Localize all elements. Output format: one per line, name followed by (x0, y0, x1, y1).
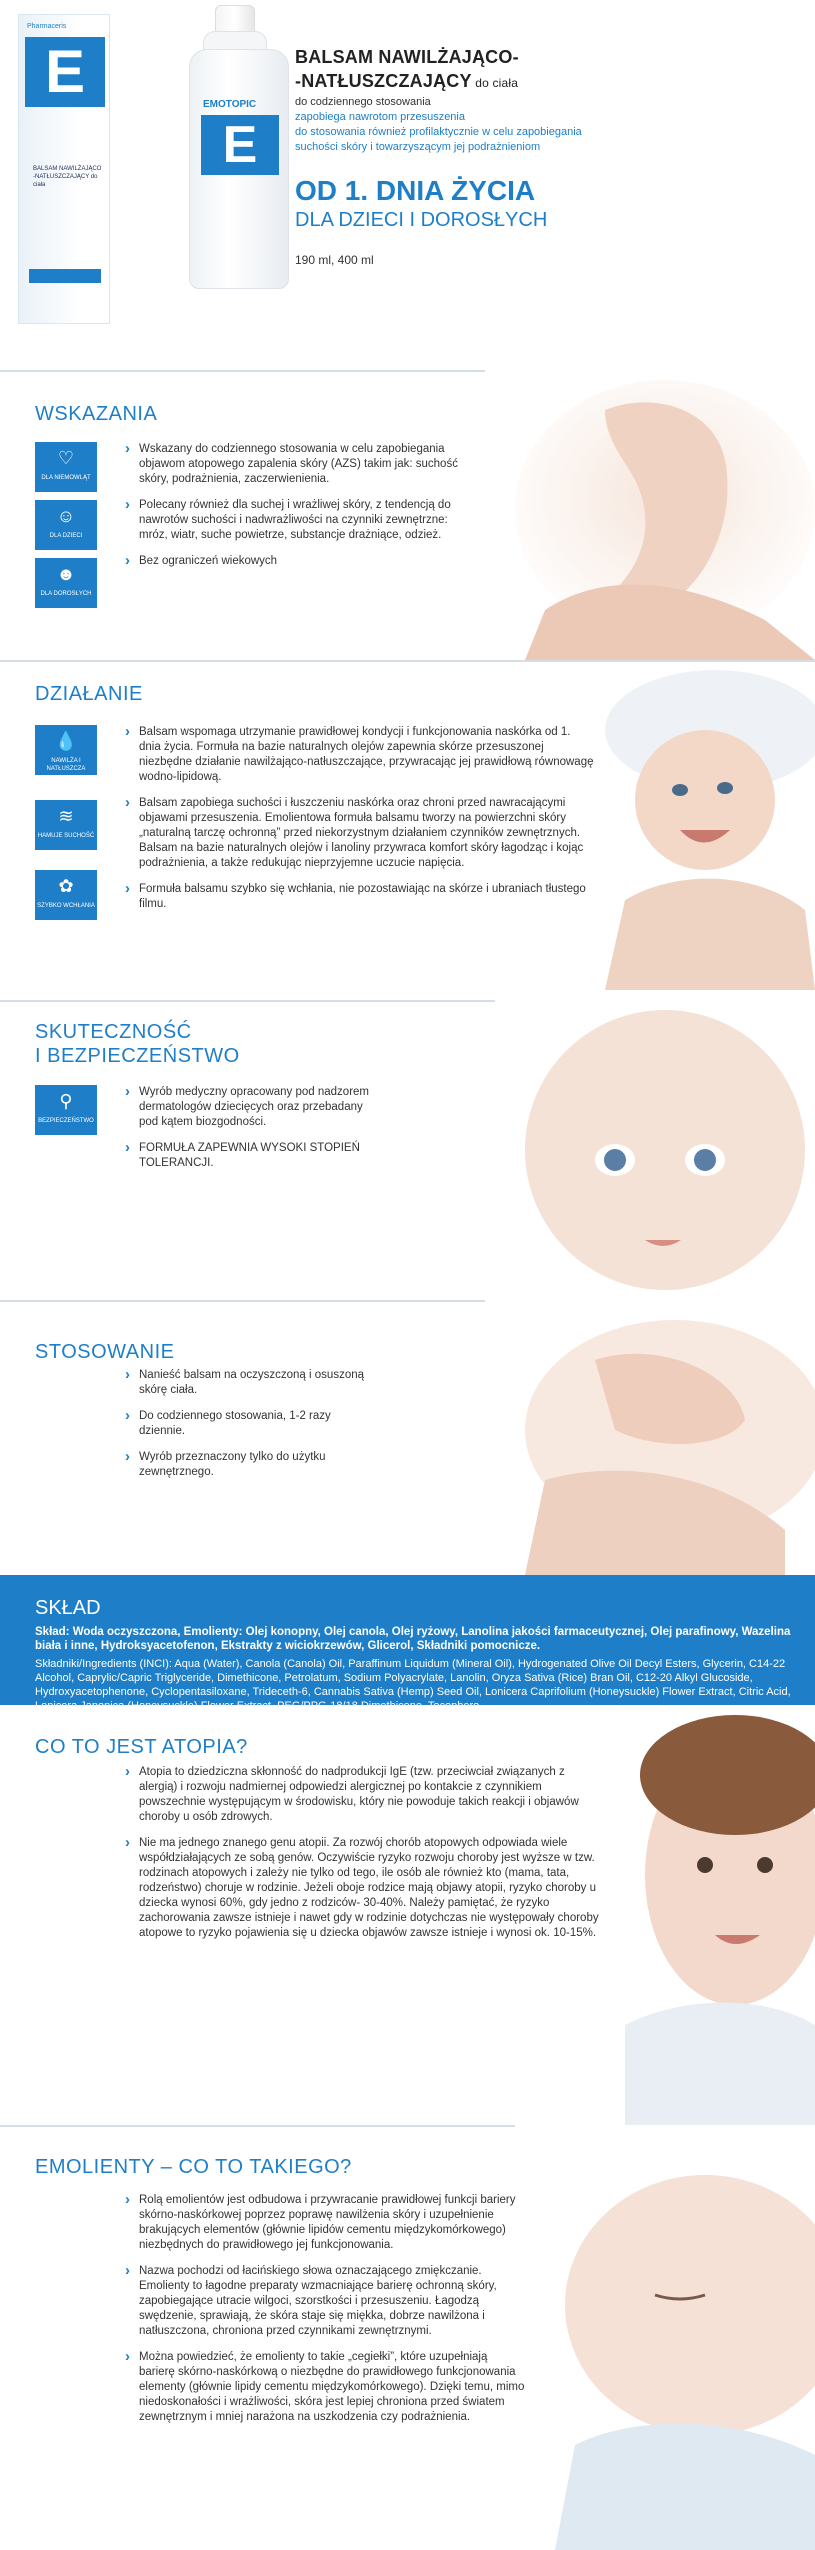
list-item: › Wskazany do codziennego stosowania w celu zapobiegania objawom atopowego zapalenia skóry (AZS) takim jak: suchość skóry, podrażnienia, zaczerwienienia. (125, 442, 465, 487)
section-stosowanie (0, 1300, 815, 1575)
box-label: BALSAM NAWILŻAJĄCO -NATŁUSZCZAJĄCY do ciała (33, 166, 102, 188)
sleeping-baby-photo (515, 2125, 815, 2550)
section-skutecznosc (0, 1000, 815, 1300)
hero-sub-4: suchości skóry i towarzyszącym jej podrażnieniom (295, 141, 541, 153)
composition-text: Skład: Woda oczyszczona, Emolienty: Olej konopny, Olej canola, Olej ryżowy, Lanolina jakości farmaceutycznej, Olej parafinowy, Wazelina biała i inne, Hydroksyacetofenon, Ekstrakty z wiciokrzewów, Glicerol, Składniki pomocnicze. (35, 1626, 791, 1652)
product-title: BALSAM NAWILŻAJĄCO- -NATŁUSZCZAJĄCY do ciała (295, 47, 519, 91)
hero-text (295, 45, 805, 267)
list-item: › Wyrób medyczny opracowany pod nadzorem dermatologów dziecięcych oraz przebadany pod kątem biozgodności. (125, 1085, 375, 1130)
list-item: › Do codziennego stosowania, 1-2 razy dziennie. (125, 1409, 365, 1439)
baby-towel-photo (585, 670, 815, 990)
list-item: › Balsam zapobiega suchości i łuszczeniu naskórka oraz chroni przed nawracającymi objawami przesuszenia. Emolientowa formuła balsamu tworzy na powierzchni skóry „naturalną tarczę ochronną” przed niekorzystnym działaniem czynników zewnętrznych. Balsam na bazie naturalnych olejów i lanoliny przywraca komfort skóry łagodząc i kojąc podrażnienia, a także redukując nieprzyjemne uczucie napięcia. (125, 796, 595, 871)
dryness-icon: ≋ HAMUJE SUCHOŚĆ (35, 800, 97, 850)
divider (0, 660, 815, 662)
list-item: › Bez ograniczeń wiekowych (125, 554, 465, 569)
bullet-list (125, 2193, 525, 2436)
child-icon: ☺ DLA DZIECI (35, 500, 97, 550)
inci-text: Składniki/Ingredients (INCI): Aqua (Water), Canola (Canola) Oil, Paraffinum Liquidum (Mineral Oil), Hydrogenated Olive Oil Decyl Esters, Glycerin, C14-22 Alcohol, Caprylic/Capric Triglyceride, Dimethicone, Petrolatum, Sodium Polyacrylate, Lanolin, Oryza Sativa (Rice) Bran Oil, C12-20 Alkyl Glucoside, Hydroxyacetophenone, Cyclopentasiloxane, Trideceth-6, Cannabis Sativa (Hemp) Seed Oil, Lonicera Caprifolium (Honeysuckle) Flower Extract, Citric Acid, Lonicera Japonica (Honeysuckle) Flower Extract, PEG/PPG-18/18 Dimethicone, Tocophero (35, 1658, 791, 1712)
hero-sub-3: do stosowania również profilaktycznie w celu zapobiegania (295, 126, 582, 138)
section-title: STOSOWANIE (35, 1341, 175, 1363)
list-item: › Balsam wspomaga utrzymanie prawidłowej kondycji i funkcjonowania naskórka od 1. dnia życia. Formuła na bazie naturalnych olejów zapewnia skórze przesuszonej niezbędne działanie nawilżająco-natłuszczające, przywracając jej prawidłową równowagę wodno-lipidową. (125, 725, 595, 785)
hero-sub-1: do codziennego stosowania (295, 96, 431, 108)
hero-section (0, 0, 815, 370)
section-sklad (0, 1575, 815, 1712)
infant-icon: ♡ DLA NIEMOWLĄT (35, 442, 97, 492)
list-item: › Nanieść balsam na oczyszczoną i osuszoną skórę ciała. (125, 1368, 365, 1398)
hands-baby-photo (485, 1300, 815, 1575)
bullet-list (125, 442, 465, 580)
section-wskazania (0, 370, 815, 660)
list-item: › Polecany również dla suchej i wrażliwej skóry, z tendencją do nawrotów suchości i nadwrażliwości na czynniki zewnętrzne: mróz, wiatr, suche powietrze, substancje drażniące, odzież. (125, 498, 465, 543)
baby-face-photo (495, 1000, 815, 1300)
bullet-list (125, 1368, 365, 1491)
section-title: EMOLIENTY – CO TO TAKIEGO? (35, 2156, 352, 2178)
target-headline: DLA DZIECI I DOROSŁYCH (295, 209, 548, 231)
bottle-brand: EMOTOPIC (203, 99, 257, 110)
volume-text: 190 ml, 400 ml (295, 253, 374, 267)
product-box-image (18, 14, 110, 324)
section-title: SKUTECZNOŚĆ I BEZPIECZEŃSTWO (35, 1021, 240, 1067)
list-item: › Nie ma jednego znanego genu atopii. Za rozwój chorób atopowych odpowiada wiele współdziałających ze sobą genów. Oczywiście ryzyko rozwoju choroby jest wyższe w tzw. rodzinach atopowych i zależy nie tylko od tego, ile osób ale również kto (mama, tata, rodzeństwo) choruje w rodzinie. Jeżeli oboje rodzice mają objawy atopii, ryzyko choroby u dziecka wynosi 60%, gdy jedno z rodziców- 30-40%. Należy pamiętać, że ryzyko zachorowania zawsze istnieje i nawet gdy w rodzinie dotychczas nie występowały choroby atopowe to ryzyko pojawienia się u dziecka objawów zawsze istnieje i wynosi ok. 10-15%. (125, 1836, 605, 1941)
product-bottle-image (185, 5, 295, 295)
list-item: › FORMUŁA ZAPEWNIA WYSOKI STOPIEŃ TOLERANCJI. (125, 1141, 375, 1171)
box-brand: Pharmaceris (27, 23, 67, 30)
adult-icon: ☻ DLA DOROSŁYCH (35, 558, 97, 608)
section-title: SKŁAD (35, 1597, 101, 1619)
list-item: › Atopia to dziedziczna skłonność do nadprodukcji IgE (tzw. przeciwciał związanych z alergią) i rozwoju nadmiernej odpowiedzi alergicznej po kontakcie z czynnikiem powszechnie występującym w środowisku, który nie powoduje takich reakcji i objawów choroby u osób zdrowych. (125, 1765, 605, 1825)
list-item: › Wyrób przeznaczony tylko do użytku zewnętrznego. (125, 1450, 365, 1480)
bullet-list (125, 1765, 605, 1952)
bottle-logo: E (201, 115, 279, 175)
absorb-icon: ✿ SZYBKO WCHŁANIA (35, 870, 97, 920)
bottle-cap (215, 5, 255, 33)
section-title: WSKAZANIA (35, 403, 158, 425)
box-logo: E (25, 37, 105, 107)
baby-foot-photo (485, 370, 815, 660)
list-item: › Można powiedzieć, że emolienty to takie „cegiełki”, które uzupełniają barierę skórno-naskórkową o niezbędne do prawidłowego funkcjonowania elementy (głównie lipidy cementu międzykomórkowego). Dzięki temu, mimo niedoskonałości i wrażliwości, skóra jest lepiej chroniona przed światem zewnętrznym i mniej narażona na uszkodzenia czy podrażnienia. (125, 2350, 525, 2425)
hero-sub-2: zapobiega nawrotom przesuszenia (295, 111, 465, 123)
section-emolienty (0, 2125, 815, 2550)
bullet-list (125, 1085, 375, 1182)
list-item: › Formuła balsamu szybko się wchłania, nie pozostawiając na skórze i ubraniach tłustego filmu. (125, 882, 595, 912)
age-headline: OD 1. DNIA ŻYCIA (295, 175, 536, 206)
list-item: › Nazwa pochodzi od łacińskiego słowa oznaczającego zmiękczanie. Emolienty to łagodne preparaty wzmacniające barierę ochronną skóry, zapobiegające utracie wilgoci, szorstkości i przesuszeniu. Łagodzą swędzenie, sprawiają, że skóra staje się miękka, dobrze nawilżona i natłuszczona, chroniona przed czynnikami zewnętrznymi. (125, 2264, 525, 2339)
section-title: CO TO JEST ATOPIA? (35, 1736, 248, 1758)
list-item: › Rolą emolientów jest odbudowa i przywracanie prawidłowej funkcji bariery skórno-naskórkowej poprzez poprawę nawilżenia skóry i uzupełnienie brakujących elementów (głównie lipidów cementu międzykomórkowego) niezbędnych do prawidłowego jej funkcjonowania. (125, 2193, 525, 2253)
safety-icon: ⚲ BEZPIECZEŃSTWO (35, 1085, 97, 1135)
moisturize-icon: 💧 NAWILŻA I NATŁUSZCZA (35, 725, 97, 775)
child-photo (625, 1705, 815, 2125)
section-atopia (0, 1705, 815, 2125)
section-title: DZIAŁANIE (35, 683, 143, 705)
box-stripe (29, 269, 101, 283)
bullet-list (125, 725, 595, 923)
section-dzialanie (0, 660, 815, 1000)
